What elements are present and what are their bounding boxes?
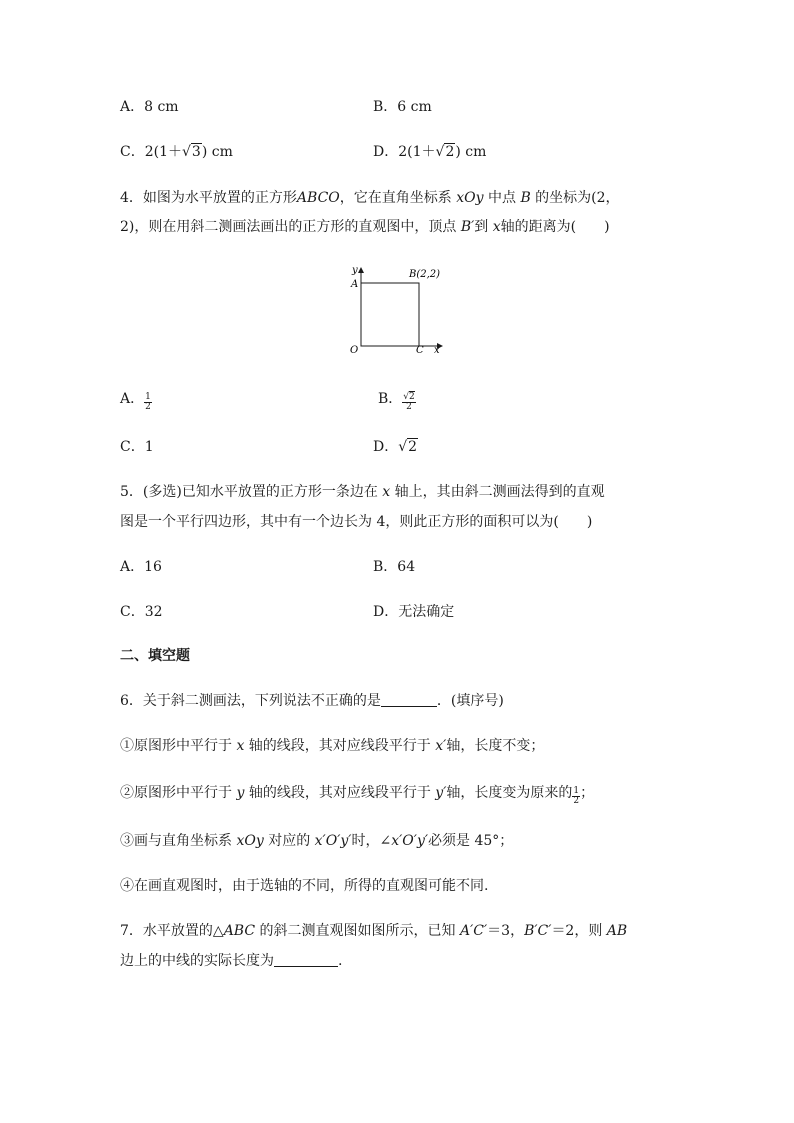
math-var: x′O′y′ (314, 833, 352, 849)
q3-option-c (120, 142, 233, 162)
q5-option-a: A．16 (120, 559, 162, 575)
text: ； (580, 785, 595, 801)
text: 轴，长度变为原来的 (446, 785, 573, 801)
math-var: x′O′y′ (391, 833, 429, 849)
text: ，它在直角坐标系 (339, 190, 457, 206)
fraction (402, 393, 415, 412)
math-var: B (520, 190, 531, 206)
q5-option-b: B．64 (373, 559, 416, 575)
q5-option-c: C．32 (120, 604, 163, 620)
q3-option-d-prefix: D．2(1＋ (373, 144, 436, 160)
math-var: x (382, 484, 391, 500)
q6-statement-3 (120, 831, 513, 851)
text: 轴，长度不变； (446, 738, 545, 754)
answer-blank (381, 692, 437, 707)
math-var: ABCO (296, 190, 340, 206)
q4-option-d (373, 437, 418, 457)
text: 到 (474, 219, 493, 235)
text: ．(填序号) (436, 693, 504, 709)
denominator: 2 (573, 796, 580, 806)
q5-stem-line1 (120, 482, 605, 502)
q3-option-b: B．6 cm (373, 99, 432, 115)
answer-blank (274, 952, 338, 967)
numerator: 1 (145, 392, 151, 402)
sqrt-symbol: √3 (182, 144, 201, 160)
q3-option-c-prefix: C．2(1＋ (120, 144, 182, 160)
sqrt-symbol: √2 (398, 439, 418, 455)
q5-stem-line2: 图是一个平行四边形，其中有一个边长为 4，则此正方形的面积可以为( ) (120, 514, 593, 530)
text: 的斜二测直观图如图所示，已知 (255, 923, 460, 939)
math-var: x (492, 219, 501, 235)
math-var: xOy (236, 833, 264, 849)
text: 7．水平放置的△ (120, 923, 224, 939)
label-y: y (352, 265, 358, 276)
text: 必须是 45°； (428, 833, 514, 849)
math-var: AB (606, 923, 628, 939)
q4-stem-line2 (120, 217, 610, 237)
text: 轴的线段，其对应线段平行于 (244, 738, 436, 754)
text: A． (120, 391, 145, 407)
math-var: B′C′ (524, 923, 552, 939)
text: 轴的线段，其对应线段平行于 (244, 785, 436, 801)
q3-option-d-suffix: ) cm (455, 144, 487, 160)
label-O: O (350, 345, 359, 356)
text: 4．如图为水平放置的正方形 (120, 190, 297, 206)
text: 轴上，其由斜二测画法得到的直观 (390, 484, 605, 500)
math-var: y′ (435, 785, 447, 801)
text: 的坐标为(2， (530, 190, 620, 206)
math-var: B′ (460, 219, 475, 235)
text: 6．关于斜二测画法，下列说法不正确的是 (120, 693, 381, 709)
text: ①原图形中平行于 (120, 738, 237, 754)
label-B: B(2,2) (409, 269, 441, 280)
section-title: 二、填空题 (120, 648, 190, 664)
fraction (572, 787, 580, 806)
denominator: 2 (145, 402, 151, 412)
radicand: 2 (408, 439, 418, 455)
label-C: C (416, 345, 424, 356)
q3-option-c-suffix: ) cm (201, 144, 233, 160)
radicand: 3 (191, 144, 201, 160)
q6-statement-1 (120, 736, 544, 756)
radicand: 2 (445, 144, 455, 160)
text: 边上的中线的实际长度为 (120, 953, 274, 969)
text: . (338, 953, 343, 969)
q4-option-a (120, 389, 152, 412)
text: D． (373, 439, 399, 455)
math-var: xOy (456, 190, 484, 206)
denominator: 2 (406, 402, 412, 412)
math-var: y (236, 785, 245, 801)
q6-statement-2 (120, 783, 594, 806)
text: 轴的距离为( ) (500, 219, 610, 235)
q5-option-d: D．无法确定 (373, 604, 455, 620)
q6-statement-4: ④在画直观图时，由于选轴的不同，所得的直观图可能不同. (120, 878, 489, 894)
q4-option-c: C．1 (120, 439, 154, 455)
math-var: x′ (435, 738, 447, 754)
q3-option-a: A．8 cm (120, 99, 179, 115)
text: B． (378, 391, 403, 407)
fraction (144, 393, 152, 412)
text: 5．(多选)已知水平放置的正方形一条边在 (120, 484, 383, 500)
text: ③画与直角坐标系 (120, 833, 237, 849)
q3-option-d (373, 142, 486, 162)
math-var: A′C′ (459, 923, 488, 939)
text: 对应的 (263, 833, 315, 849)
math-var: x (236, 738, 245, 754)
text: ＝3， (487, 923, 525, 939)
text: ②原图形中平行于 (120, 785, 237, 801)
text: ＝2，则 (551, 923, 607, 939)
numerator: 1 (573, 786, 580, 796)
q6-stem (120, 691, 504, 711)
q7-stem-line1 (120, 921, 627, 941)
q7-stem-line2 (120, 951, 342, 971)
square (361, 283, 419, 346)
numerator: √2 (403, 392, 415, 402)
text: 时，∠ (351, 833, 392, 849)
q4-square-figure (340, 262, 450, 358)
label-x: x (434, 345, 440, 356)
text: 中点 (483, 190, 521, 206)
sqrt-symbol: √2 (435, 144, 455, 160)
math-var: ABC (223, 923, 256, 939)
text: 2)，则在用斜二测画法画出的正方形的直观图中，顶点 (120, 219, 461, 235)
label-A: A (351, 279, 359, 290)
q4-option-b (378, 389, 416, 412)
radicand: 2 (409, 392, 415, 402)
q4-stem-line1 (120, 188, 620, 208)
